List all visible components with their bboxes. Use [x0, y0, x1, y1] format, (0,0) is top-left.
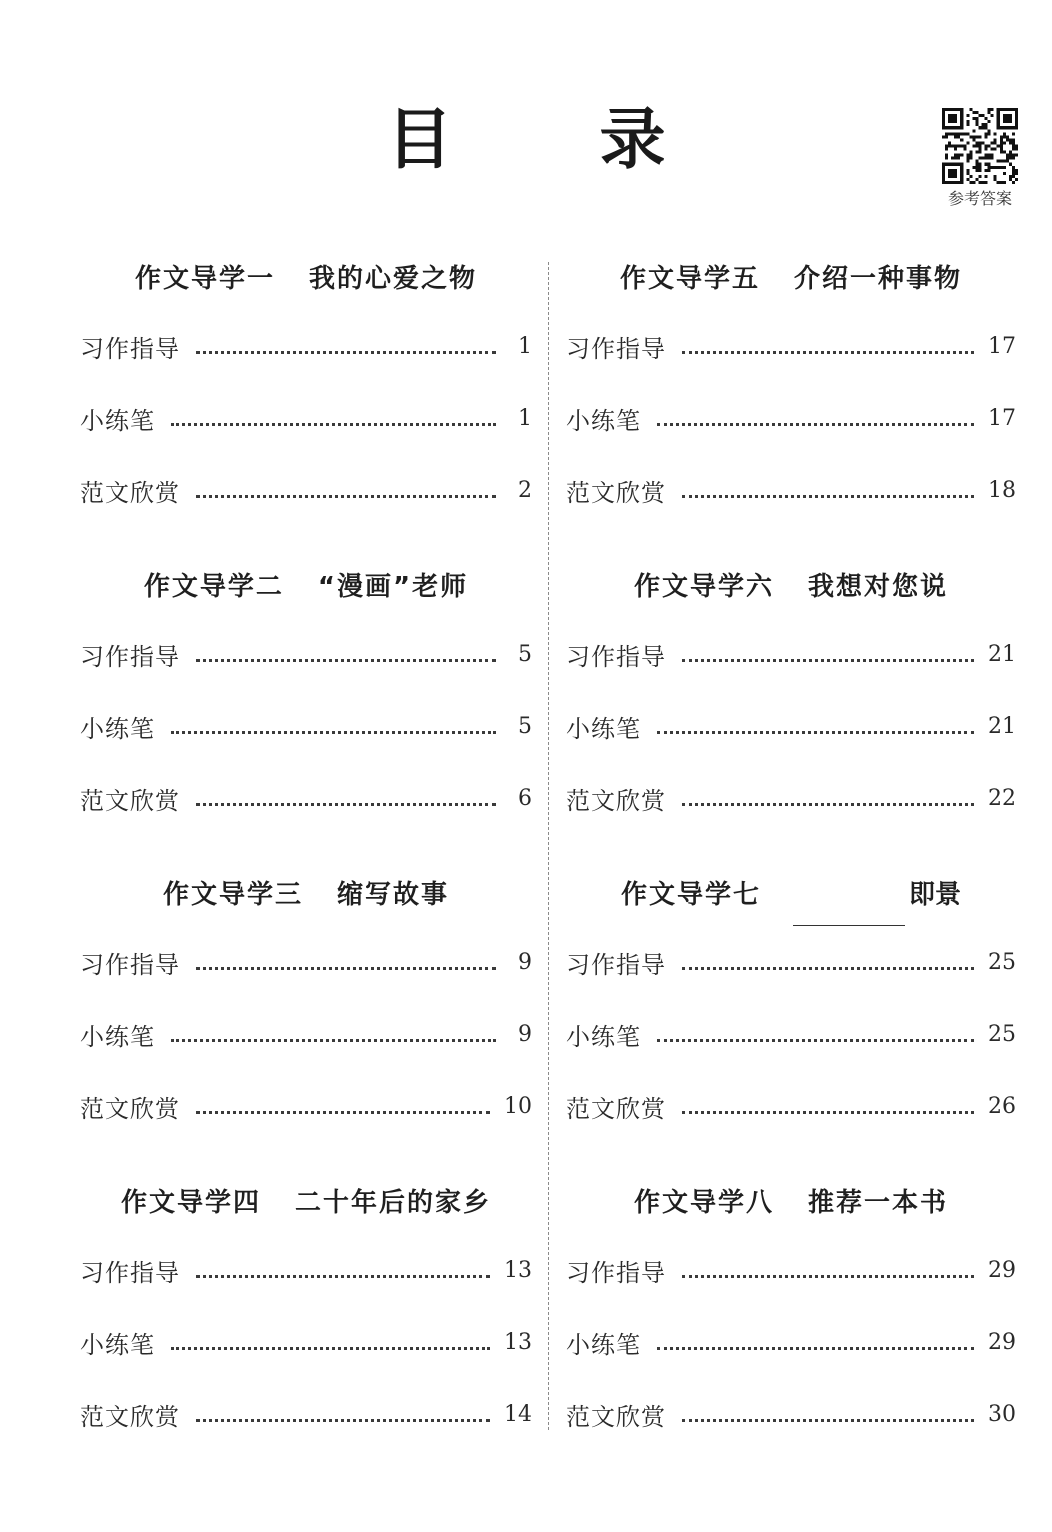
toc-entry[interactable]	[558, 618, 1024, 690]
dot-leader	[682, 1419, 974, 1422]
unit-title[interactable]	[558, 556, 1024, 618]
toc-entry[interactable]	[558, 310, 1024, 382]
toc-unit	[558, 556, 1024, 864]
dot-leader	[682, 351, 974, 354]
unit-title[interactable]	[72, 864, 540, 926]
unit-label: 作文导学八	[633, 1188, 774, 1218]
unit-label: 作文导学七	[620, 880, 761, 910]
entry-page-number: 25	[988, 949, 1016, 975]
entry-page-number: 2	[518, 477, 532, 503]
entry-page-number: 5	[518, 641, 532, 667]
dot-leader	[682, 967, 974, 970]
fill-in-blank-line	[793, 897, 905, 926]
toc-entry[interactable]	[72, 1306, 540, 1378]
dot-leader	[196, 1419, 490, 1422]
entry-label: 范文欣赏	[566, 478, 666, 507]
entry-page-number: 29	[988, 1329, 1016, 1355]
toc-unit	[72, 864, 540, 1172]
entry-label: 范文欣赏	[566, 786, 666, 815]
entry-label: 小练笔	[80, 1022, 155, 1051]
column-divider	[548, 262, 549, 1430]
dot-leader	[171, 731, 496, 734]
entry-label: 小练笔	[566, 1022, 641, 1051]
dot-leader	[196, 495, 496, 498]
entry-label: 范文欣赏	[566, 1402, 666, 1431]
entry-page-number: 1	[518, 333, 532, 359]
toc-entry[interactable]	[72, 926, 540, 998]
toc-unit	[72, 556, 540, 864]
toc-entry[interactable]	[72, 690, 540, 762]
dot-leader	[196, 659, 496, 662]
unit-label: 作文导学二	[143, 572, 284, 602]
toc-entry[interactable]	[558, 762, 1024, 834]
entry-label: 小练笔	[566, 1330, 641, 1359]
unit-name: 我想对您说	[808, 572, 949, 602]
entry-label: 习作指导	[80, 334, 180, 363]
toc-entry[interactable]	[72, 1378, 540, 1450]
entry-page-number: 14	[504, 1401, 532, 1427]
unit-name: “漫画”老师	[317, 572, 469, 602]
unit-name: 即景	[909, 880, 962, 910]
toc-entry[interactable]	[72, 310, 540, 382]
toc-entry[interactable]	[558, 454, 1024, 526]
toc-unit	[558, 1172, 1024, 1480]
unit-title[interactable]	[558, 248, 1024, 310]
entry-label: 范文欣赏	[80, 1402, 180, 1431]
entry-label: 习作指导	[566, 950, 666, 979]
toc-unit	[72, 1172, 540, 1480]
dot-leader	[682, 659, 974, 662]
toc-entry[interactable]	[72, 762, 540, 834]
unit-name: 介绍一种事物	[794, 264, 963, 294]
entry-label: 小练笔	[566, 714, 641, 743]
toc-entry[interactable]	[558, 690, 1024, 762]
entry-page-number: 17	[988, 405, 1016, 431]
dot-leader	[657, 1039, 974, 1042]
entry-page-number: 13	[504, 1257, 532, 1283]
entry-page-number: 30	[988, 1401, 1016, 1427]
entry-page-number: 13	[504, 1329, 532, 1355]
unit-name: 我的心爱之物	[309, 264, 478, 294]
entry-page-number: 1	[518, 405, 532, 431]
toc-entry[interactable]	[72, 998, 540, 1070]
entry-label: 范文欣赏	[566, 1094, 666, 1123]
entry-label: 习作指导	[80, 642, 180, 671]
unit-name: 缩写故事	[337, 880, 450, 910]
entry-page-number: 25	[988, 1021, 1016, 1047]
toc-entry[interactable]	[558, 382, 1024, 454]
unit-label: 作文导学一	[134, 264, 275, 294]
toc-entry[interactable]	[72, 618, 540, 690]
dot-leader	[171, 1039, 496, 1042]
unit-title[interactable]	[558, 864, 1024, 926]
entry-label: 范文欣赏	[80, 786, 180, 815]
entry-page-number: 10	[504, 1093, 532, 1119]
toc-entry[interactable]	[558, 1234, 1024, 1306]
unit-title[interactable]	[72, 556, 540, 618]
dot-leader	[682, 1111, 974, 1114]
entry-page-number: 18	[988, 477, 1016, 503]
toc-entry[interactable]	[558, 1070, 1024, 1142]
entry-label: 习作指导	[566, 334, 666, 363]
entry-page-number: 29	[988, 1257, 1016, 1283]
dot-leader	[682, 803, 974, 806]
entry-label: 习作指导	[80, 950, 180, 979]
qr-code-icon[interactable]	[942, 108, 1018, 184]
toc-unit	[558, 248, 1024, 556]
entry-label: 范文欣赏	[80, 1094, 180, 1123]
entry-page-number: 22	[988, 785, 1016, 811]
dot-leader	[196, 967, 496, 970]
toc-entry[interactable]	[72, 454, 540, 526]
toc-unit	[558, 864, 1024, 1172]
dot-leader	[196, 1275, 490, 1278]
unit-title[interactable]	[72, 248, 540, 310]
answer-qr-block[interactable]	[938, 108, 1022, 209]
unit-name: 推荐一本书	[808, 1188, 949, 1218]
dot-leader	[657, 423, 974, 426]
dot-leader	[196, 351, 496, 354]
page-title: 目 录	[386, 101, 728, 178]
entry-page-number: 21	[988, 641, 1016, 667]
entry-page-number: 17	[988, 333, 1016, 359]
entry-page-number: 6	[518, 785, 532, 811]
dot-leader	[682, 495, 974, 498]
toc-entry[interactable]	[558, 1306, 1024, 1378]
entry-page-number: 5	[518, 713, 532, 739]
qr-caption: 参考答案	[947, 189, 1012, 208]
entry-label: 习作指导	[566, 1258, 666, 1287]
entry-label: 小练笔	[80, 714, 155, 743]
entry-label: 小练笔	[80, 1330, 155, 1359]
dot-leader	[196, 803, 496, 806]
toc-entry[interactable]	[72, 382, 540, 454]
toc-unit	[72, 248, 540, 556]
dot-leader	[657, 1347, 974, 1350]
unit-title[interactable]	[558, 1172, 1024, 1234]
toc-entry[interactable]	[72, 1234, 540, 1306]
entry-label: 习作指导	[80, 1258, 180, 1287]
toc-column-right	[558, 248, 1024, 1480]
unit-name: 二十年后的家乡	[295, 1188, 492, 1218]
entry-label: 范文欣赏	[80, 478, 180, 507]
entry-label: 小练笔	[566, 406, 641, 435]
dot-leader	[682, 1275, 974, 1278]
toc-entry[interactable]	[558, 1378, 1024, 1450]
toc-column-left	[72, 248, 540, 1480]
entry-label: 习作指导	[566, 642, 666, 671]
dot-leader	[657, 731, 974, 734]
toc-entry[interactable]	[72, 1070, 540, 1142]
dot-leader	[196, 1111, 490, 1114]
unit-label: 作文导学五	[619, 264, 760, 294]
dot-leader	[171, 423, 496, 426]
unit-label: 作文导学四	[120, 1188, 261, 1218]
toc-entry[interactable]	[558, 998, 1024, 1070]
toc-entry[interactable]	[558, 926, 1024, 998]
unit-title[interactable]	[72, 1172, 540, 1234]
entry-label: 小练笔	[80, 406, 155, 435]
dot-leader	[171, 1347, 490, 1350]
entry-page-number: 9	[518, 949, 532, 975]
unit-label: 作文导学三	[162, 880, 303, 910]
unit-label: 作文导学六	[633, 572, 774, 602]
entry-page-number: 26	[988, 1093, 1016, 1119]
entry-page-number: 9	[518, 1021, 532, 1047]
entry-page-number: 21	[988, 713, 1016, 739]
